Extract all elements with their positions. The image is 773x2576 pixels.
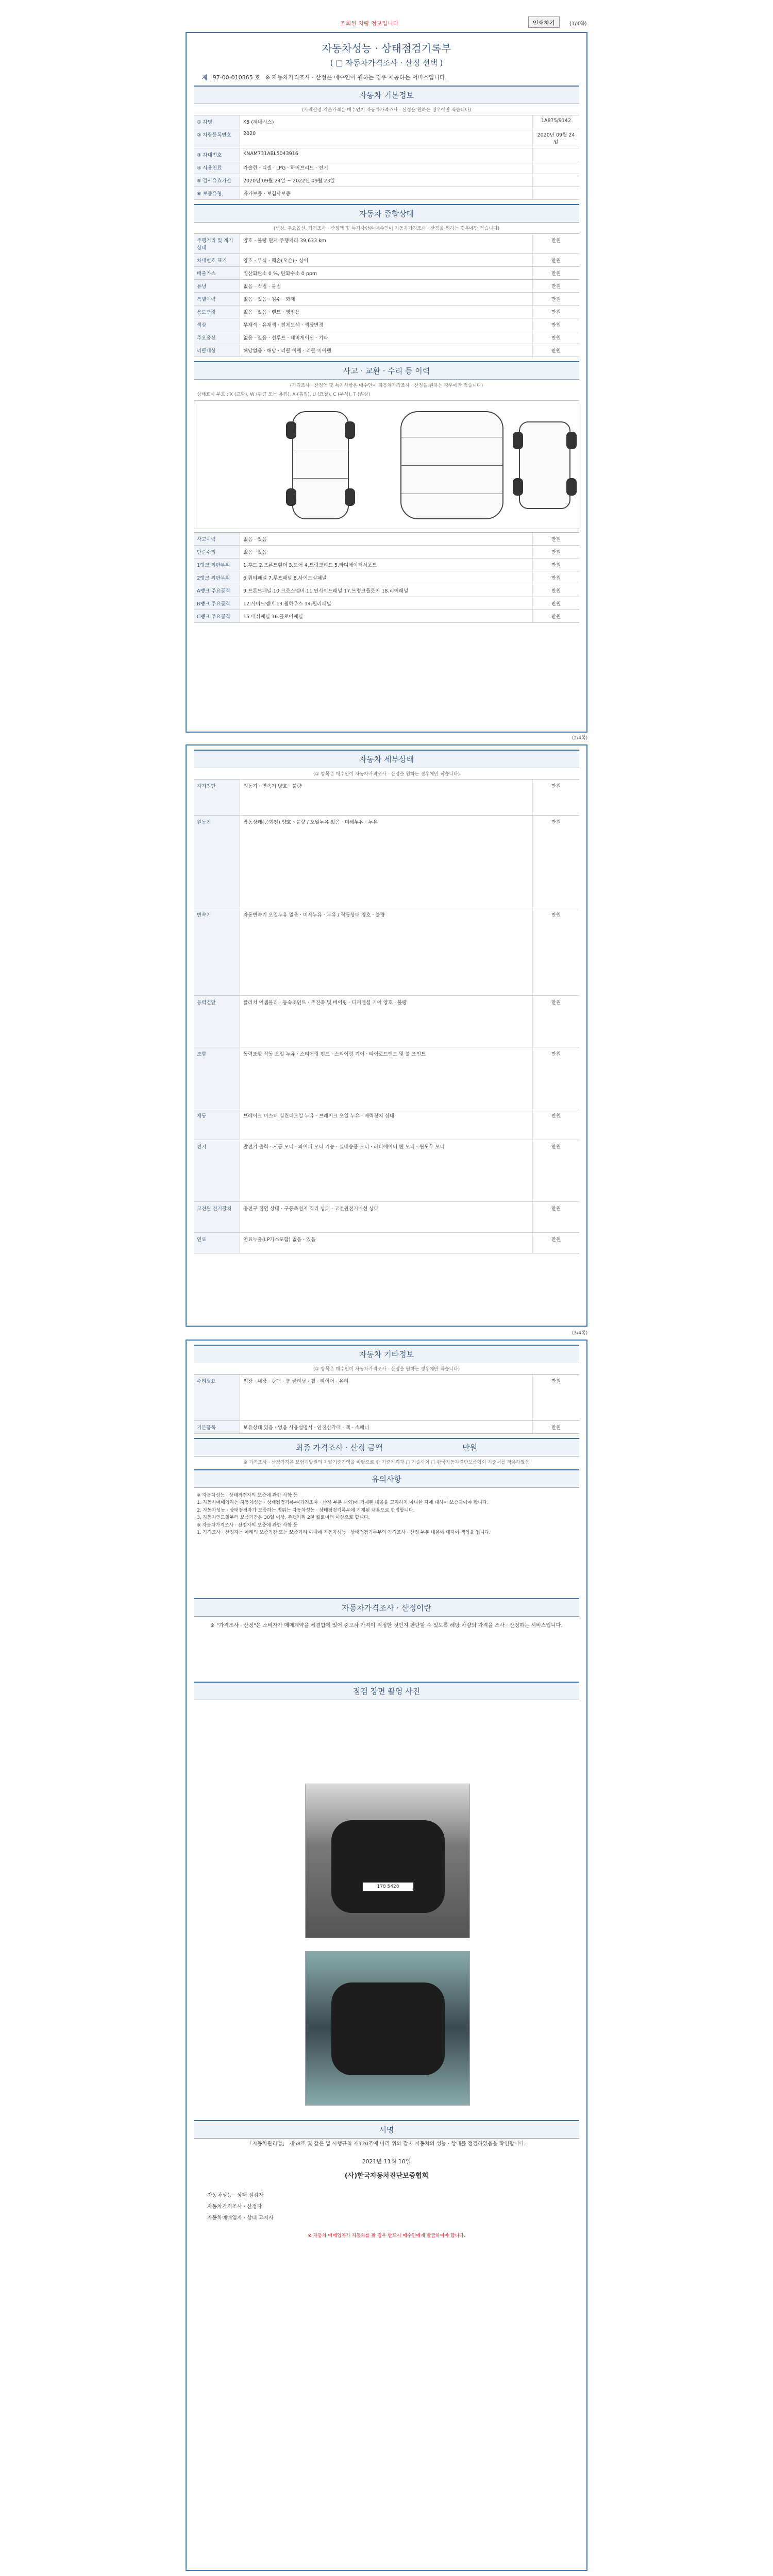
table-row: 수리필요 외장 · 내장 · 광택 · 룸 클리닝 · 휠 · 타이어 · 유리 만원 — [194, 1375, 579, 1421]
page-number: (2/4쪽) — [572, 736, 588, 741]
table-row: 배출가스 일산화탄소 0 %, 탄화수소 0 ppm 만원 — [194, 267, 579, 280]
overall-rows — [194, 233, 579, 357]
car-top-view — [292, 411, 349, 519]
table-row: 리콜대상 해당없음 · 해당 · 리콜 이행 · 리콜 미이행 만원 — [194, 344, 579, 357]
table-row: 색상 무채색 · 유채색 · 전체도색 · 색상변경 만원 — [194, 318, 579, 331]
table-row: ③ 차대번호 KNAM731ABL5043916 — [194, 148, 579, 161]
section-detail-title: 자동차 세부상태 — [194, 750, 579, 768]
table-row: 원동기 작동상태(공회전) 양호 · 불량 / 오일누유 없음 · 미세누유 · 누유 만원 — [194, 816, 579, 908]
car-side-view — [519, 421, 570, 509]
accident-legend: 상태표시 부호 : X (교환), W (판금 또는 용접), A (흠집), U (요철), C (부식), T (손상) — [197, 392, 371, 397]
table-row: 2랭크 외판부위 6.쿼터패널 7.루프패널 8.사이드실패널 만원 — [194, 571, 579, 584]
reg-number: 97-00-010865 호 — [212, 74, 260, 81]
detail-rows — [194, 779, 579, 1253]
section-sign-title: 서명 — [194, 2120, 579, 2139]
car-image — [331, 1820, 445, 1913]
table-row: 조향 동력조향 작동 오일 누유 · 스티어링 펌프 · 스티어링 기어 · 타이로드엔드 및 볼 조인트 만원 — [194, 1047, 579, 1109]
notice-text: 조회된 차량 정보입니다 — [340, 20, 399, 27]
bottom-note: ※ 자동차 매매업자가 자동차를 팔 경우 반드시 매수인에게 발급하여야 합니다. — [308, 2233, 465, 2239]
wheel-icon — [345, 421, 355, 439]
table-row: A랭크 주요골격 9.프론트패널 10.크로스멤버 11.인사이드패널 17.트렁크플로어 18.리어패널 만원 — [194, 584, 579, 597]
table-row: 전기 발전기 출력 · 시동 모터 · 와이퍼 모터 기능 · 실내송풍 모터 · 라디에이터 팬 모터 · 윈도우 모터 만원 — [194, 1140, 579, 1202]
inspection-photo-front — [305, 1784, 470, 1938]
registration-line — [202, 73, 571, 81]
other-rows — [194, 1374, 579, 1434]
sheet-page-3 — [186, 1340, 587, 2571]
sheet-page-2 — [186, 744, 587, 1327]
sign-org: (사)한국자동차진단보증협회 — [344, 2172, 429, 2180]
section-intro-title: 자동차가격조사 · 산정이란 — [194, 1598, 579, 1617]
section-accident-title: 사고 · 교환 · 수리 등 이력 — [194, 361, 579, 380]
wheel-icon — [566, 478, 577, 496]
table-row: 튜닝 없음 · 적법 · 불법 만원 — [194, 280, 579, 293]
reg-label: 제 — [202, 74, 208, 81]
license-plate: 178 5428 — [362, 1882, 414, 1891]
table-row: ② 차량등록번호 2020 2020년 09월 24일 — [194, 128, 579, 148]
section-basic-title: 자동차 기본정보 — [194, 86, 579, 104]
table-row: 연료 연료누출(LP가스포함) 없음 · 있음 만원 — [194, 1233, 579, 1253]
section-detail-note: (① 항목은 매수인이 자동차가격조사 · 산정을 원하는 경우에만 적습니다) — [313, 772, 460, 777]
table-row: 주행거리 및 계기상태 양호 · 불량 현재 주행거리 39,633 km 만원 — [194, 234, 579, 254]
car-diagram — [194, 400, 579, 529]
table-row: ① 차명 K5 (제네시스) 1A875/9142 — [194, 115, 579, 128]
top-toolbar — [186, 15, 587, 30]
table-row: 변속기 자동변속기 오일누유 없음 · 미세누유 · 누유 / 작동상태 양호 · 불량 만원 — [194, 908, 579, 996]
table-row: 용도변경 없음 · 있음 · 렌트 · 영업용 만원 — [194, 306, 579, 318]
section-other-note: (① 항목은 매수인이 자동차가격조사 · 산정을 원하는 경우에만 적습니다) — [313, 1367, 460, 1372]
wheel-icon — [286, 488, 296, 506]
table-row: 특별이력 없음 · 있음 · 침수 · 화재 만원 — [194, 293, 579, 306]
table-row: 1랭크 외판부위 1.후드 2.프론트휀더 3.도어 4.트렁크리드 5.라디에이터서포트 만원 — [194, 558, 579, 571]
table-row: B랭크 주요골격 12.사이드멤버 13.휠하우스 14.필러패널 만원 — [194, 597, 579, 610]
sign-date: 2021년 11월 10일 — [362, 2158, 411, 2165]
table-row: 동력전달 클러치 어셈블리 · 등속조인트 · 추진축 및 베어링 · 디퍼렌셜 기어 양호 · 불량 만원 — [194, 996, 579, 1047]
wheel-icon — [345, 488, 355, 506]
table-row: ⑥ 보증유형 자가보증 · 보험사보증 — [194, 187, 579, 200]
section-accident-note: (가격조사 · 산정액 및 특기사항은 매수인이 자동차가격조사 · 산정을 원하는 경우에만 적습니다) — [290, 383, 483, 388]
page-indicator: (1/4쪽) — [569, 21, 587, 27]
table-row: 주요옵션 없음 · 있음 · 선루프 · 네비게이션 · 기타 만원 — [194, 331, 579, 344]
table-row: 차대번호 표기 양호 · 부식 · 훼손(오손) · 상이 만원 — [194, 254, 579, 267]
accident-rows — [194, 532, 579, 623]
section-final-title: 최종 가격조사 · 산정 금액 만원 — [194, 1438, 579, 1456]
table-row: ⑤ 검사유효기간 2020년 09월 24일 ~ 2022년 09월 23일 — [194, 174, 579, 187]
reg-note: ※ 자동차가격조사 · 산정은 매수인이 원하는 경우 제공하는 서비스입니다. — [265, 74, 447, 81]
wheel-icon — [286, 421, 296, 439]
wheel-icon — [566, 432, 577, 449]
page-number: (3/4쪽) — [572, 1331, 588, 1336]
table-row: 사고이력 없음 · 있음 만원 — [194, 533, 579, 546]
sign-law: 「자동차관리법」 제58조 및 같은 법 시행규칙 제120조에 따라 위와 같이 자동차의 성능 · 상태를 점검하였음을 확인합니다. — [247, 2141, 526, 2147]
doc-subtitle: ( □ 자동차가격조사 · 산정 선택 ) — [330, 58, 443, 67]
cautions-text: ※ 자동차성능 · 상태점검자의 보증에 관한 사항 등 1. 자동차매매업자는 자동차성능 · 상태점검기록부(가격조사 · 산정 부분 제외)에 기재된 내용을 고지하지 아니한 자에 대하여 보증하여야 합니다. 2. 자동차성능 · 상태점검자가 보증하는 범위는 자동차성능 · 상태점검기록부에 기재된 내용으로 한정합니다. 3. 자동차인도일부터 보증기간은 30일 이상, 주행거리 2천 킬로미터 이상으로 합니다. ※ 자동차가격조사 · 산정자의 보증에 관한 사항 등 1. 가격조사 · 산정자는 아래의 보증기간 또는 보증거리 이내에 자동차성능 · 상태점검기록부의 가격조사 · 산정 부분 내용에 대하여 책임을 집니다. — [197, 1493, 491, 1535]
final-note: ※ 가격조사 · 산정가격은 보험개발원의 차량기준가액을 바탕으로 한 가준가격과 □ 기술사회 □ 한국자동차진단보증협회 기준서를 적용하였음 — [243, 1460, 530, 1465]
table-row: C랭크 주요골격 15.대쉬패널 16.플로어패널 만원 — [194, 610, 579, 623]
inspection-photo-rear — [305, 1951, 470, 2106]
section-overall-title: 자동차 종합상태 — [194, 204, 579, 223]
print-button[interactable]: 인쇄하기 — [528, 16, 560, 28]
table-row: 단순수리 없음 · 있음 만원 — [194, 546, 579, 558]
section-cautions-title: 유의사항 — [194, 1469, 579, 1488]
sheet-page-1 — [186, 32, 587, 733]
section-other-title: 자동차 기타정보 — [194, 1345, 579, 1363]
section-photos-title: 점검 장면 촬영 사진 — [194, 1682, 579, 1700]
table-row: ④ 사용연료 가솔린 · 디젤 · LPG · 하이브리드 · 전기 — [194, 161, 579, 174]
car-image — [331, 1982, 445, 2075]
table-row: 자기진단 원동기 · 변속기 양호 · 불량 만원 — [194, 779, 579, 816]
pricer-label: 자동차가격조사 · 산정자 — [207, 2204, 262, 2210]
table-row: 고전원 전기장치 충전구 절연 상태 · 구동축전지 격리 상태 · 고전원전기배선 상태 만원 — [194, 1202, 579, 1233]
intro-text: ※ "가격조사 · 산정"은 소비자가 매매계약을 체결함에 있어 중고차 가격이 적정한 것인지 판단할 수 있도록 해당 차량의 가격을 조사 · 산정하는 서비스입니다. — [210, 1623, 563, 1629]
basic-rows — [194, 115, 579, 200]
table-row: 제동 브레이크 마스터 실린더오일 누유 · 브레이크 오일 누유 · 배력장치 상태 만원 — [194, 1109, 579, 1140]
section-basic-note: (가격산정 기준가격은 매수인이 자동차가격조사 · 산정을 원하는 경우에만 적습니다) — [301, 108, 472, 113]
checker-label: 자동차성능 · 상태 점검자 — [207, 2193, 264, 2198]
table-row: 기본품목 보유상태 있음 · 없음 사용설명서 · 안전삼각대 · 잭 · 스패너 만원 — [194, 1421, 579, 1434]
seller-label: 자동차매매업자 · 상태 고지자 — [207, 2215, 274, 2221]
doc-title: 자동차성능 · 상태점검기록부 — [322, 42, 451, 55]
wheel-icon — [513, 432, 523, 449]
wheel-icon — [513, 478, 523, 496]
section-overall-note: (색상, 주요옵션, 가격조사 · 산정액 및 특기사항은 매수인이 자동차가격조사 · 산정을 원하는 경우에만 적습니다) — [273, 226, 500, 231]
